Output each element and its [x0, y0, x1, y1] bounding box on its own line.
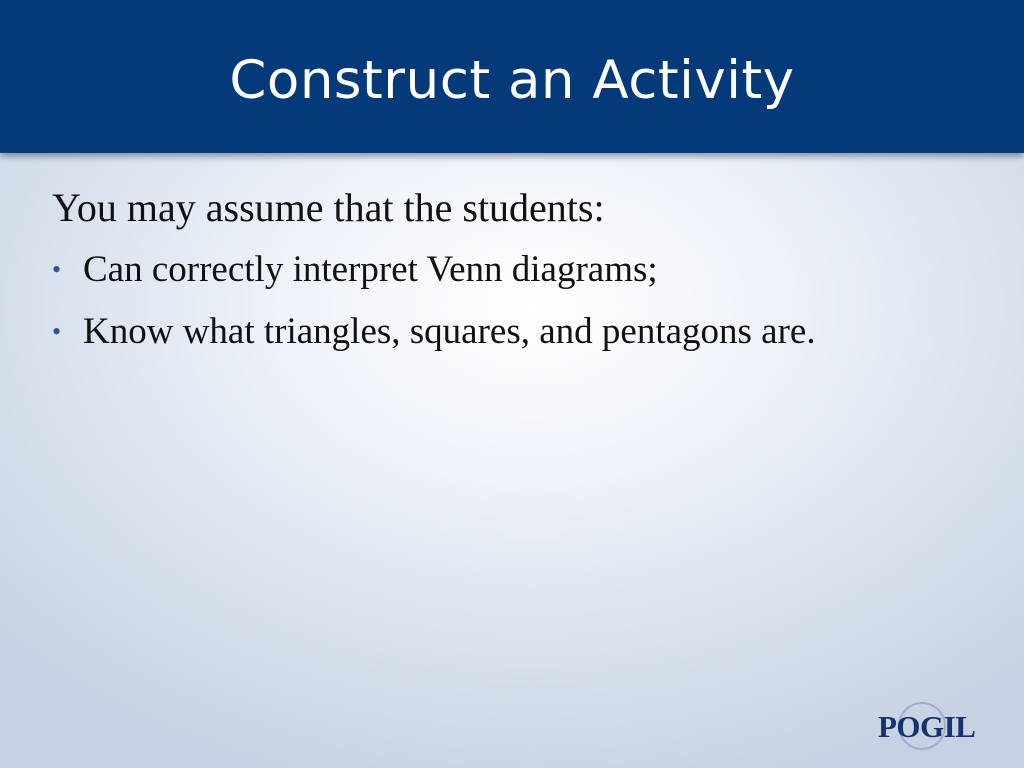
bullet-dot-icon: • [52, 317, 62, 346]
intro-text: You may assume that the students: [52, 185, 605, 230]
bullet-item [52, 242, 992, 298]
bullet-text: Know what triangles, squares, and pentagons are. [83, 311, 816, 352]
title-bar [0, 0, 1024, 153]
bullet-item [52, 304, 992, 360]
bullet-text: Can correctly interpret Venn diagrams; [83, 249, 658, 290]
pogil-logo [872, 700, 982, 756]
logo-text: POGIL [878, 709, 976, 744]
bullet-list [52, 242, 992, 360]
bullet-dot-icon: • [52, 255, 62, 284]
slide-content [52, 180, 992, 366]
slide-title: Construct an Activity [229, 50, 795, 111]
